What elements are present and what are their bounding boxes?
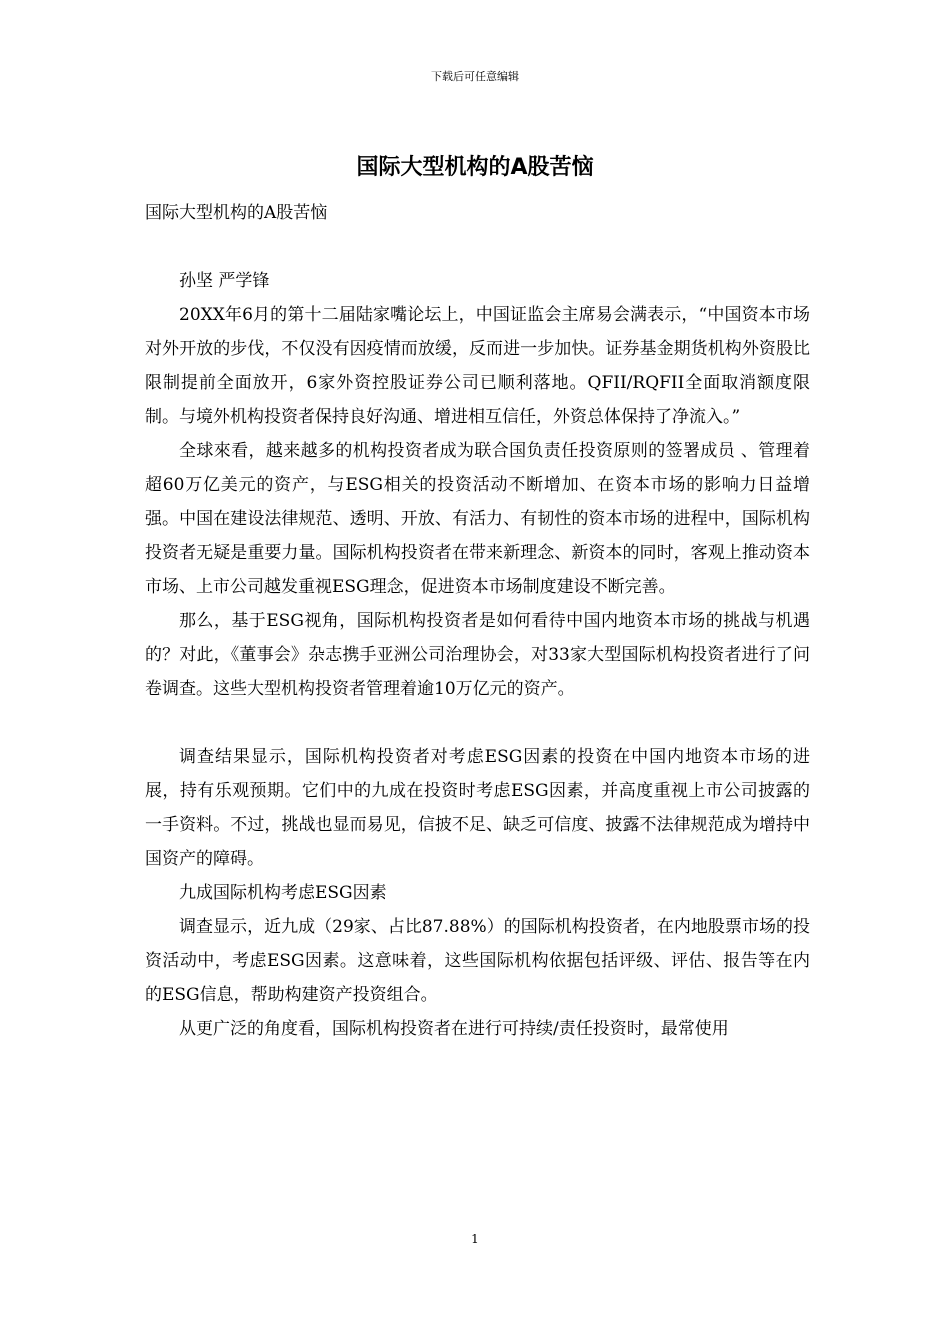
authors-line: 孙坚 严学锋 bbox=[179, 271, 270, 291]
paragraph: 20XX年6月的第十二届陆家嘴论坛上，中国证监会主席易会满表示，“中国资本市场对外开放的步伐，不仅没有因疫情而放缓，反而进一步加快。证券基金期货机构外资股比限制提前全面放开，6家外资控股证券公司已顺利落地。QFII/RQFII全面取消额度限制。与境外机构投资者保持良好沟通、增进相互信任，外资总体保持了净流入。” bbox=[145, 305, 810, 427]
paragraph: 从更广泛的角度看，国际机构投资者在进行可持续/责任投资时，最常使用 bbox=[179, 1019, 729, 1039]
header-note: 下载后可任意编辑 bbox=[431, 70, 519, 83]
subtitle: 国际大型机构的A股苦恼 bbox=[145, 203, 328, 223]
blank-line bbox=[145, 706, 810, 740]
paragraph: 那么，基于ESG视角，国际机构投资者是如何看待中国内地资本市场的挑战与机遇的？对此，《董事会》杂志携手亚洲公司治理协会，对33家大型国际机构投资者进行了问卷调查。这些大型机构投资者管理着逾10万亿元的资产。 bbox=[145, 611, 810, 699]
document-title: 国际大型机构的A股苦恼 bbox=[356, 155, 594, 180]
paragraph: 调查显示，近九成（29家、占比87.88%）的国际机构投资者，在内地股票市场的投资活动中，考虑ESG因素。这意味着，这些国际机构依据包括评级、评估、报告等在内的ESG信息，帮助构建资产投资组合。 bbox=[145, 917, 810, 1005]
blank-line bbox=[145, 230, 810, 264]
page-number: 1 bbox=[471, 1232, 479, 1246]
document-body bbox=[145, 196, 810, 1046]
paragraph: 调查结果显示，国际机构投资者对考虑ESG因素的投资在中国内地资本市场的进展，持有乐观预期。它们中的九成在投资时考虑ESG因素，并高度重视上市公司披露的一手资料。不过，挑战也显而易见，信披不足、缺乏可信度、披露不法律规范成为增持中国资产的障碍。 bbox=[145, 747, 810, 869]
paragraph: 全球來看，越来越多的机构投资者成为联合国负责任投资原则的签署成员 、管理着超60万亿美元的资产，与ESG相关的投资活动不断增加、在资本市场的影响力日益增强。中国在建设法律规范、透明、开放、有活力、有韧性的资本市场的进程中，国际机构投资者无疑是重要力量。国际机构投资者在带来新理念、新资本的同时，客观上推动资本市场、上市公司越发重视ESG理念，促进资本市场制度建设不断完善。 bbox=[145, 441, 810, 597]
section-heading: 九成国际机构考虑ESG因素 bbox=[179, 883, 387, 903]
